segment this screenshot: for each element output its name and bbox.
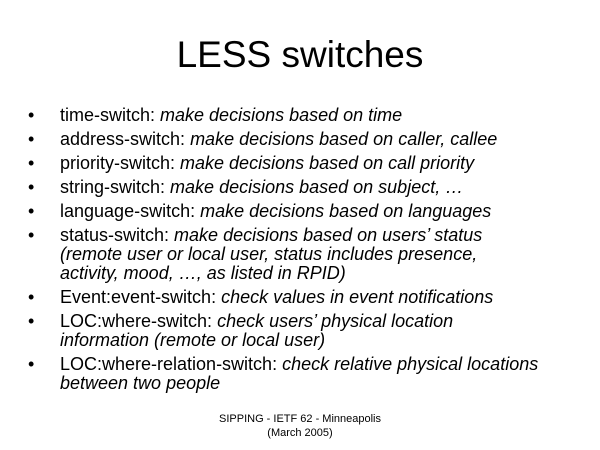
bullet-term: time-switch: <box>60 105 156 125</box>
bullet-description: between two people <box>60 373 221 393</box>
bullet-description: information (remote or local user) <box>60 330 326 350</box>
bullet-icon: • <box>28 105 35 125</box>
bullet-description: check relative physical locations <box>282 354 539 374</box>
bullet-term: LOC:where-switch: <box>60 311 213 331</box>
bullet-item <box>28 312 596 350</box>
bullet-term: LOC:where-relation-switch: <box>60 354 278 374</box>
bullet-description: check users’ physical location <box>217 311 454 331</box>
slide-title: LESS switches <box>176 34 424 75</box>
footer-line-2: (March 2005) <box>267 427 333 439</box>
bullet-icon: • <box>28 354 35 374</box>
bullet-icon: • <box>28 287 35 307</box>
bullet-icon: • <box>28 129 35 149</box>
bullet-icon: • <box>28 177 35 197</box>
bullet-term: Event:event-switch: <box>60 287 217 307</box>
bullet-description: make decisions based on caller, callee <box>190 129 498 149</box>
bullet-term: string-switch: <box>60 177 166 197</box>
bullet-description: make decisions based on users’ status <box>174 225 483 245</box>
bullet-icon: • <box>28 311 35 331</box>
bullet-item <box>28 202 596 221</box>
bullet-item <box>28 154 596 173</box>
bullet-icon: • <box>28 153 35 173</box>
bullet-description: make decisions based on languages <box>200 201 492 221</box>
bullet-item <box>28 130 596 149</box>
bullet-item <box>28 288 596 307</box>
bullet-list <box>28 106 596 398</box>
bullet-item <box>28 226 596 283</box>
bullet-icon: • <box>28 225 35 245</box>
bullet-item <box>28 106 596 125</box>
bullet-description: (remote user or local user, status includes presence, <box>60 244 478 264</box>
bullet-term: language-switch: <box>60 201 196 221</box>
bullet-term: priority-switch: <box>60 153 176 173</box>
bullet-icon: • <box>28 201 35 221</box>
bullet-description: make decisions based on call priority <box>180 153 475 173</box>
bullet-description: make decisions based on subject, … <box>170 177 464 197</box>
bullet-description: make decisions based on time <box>160 105 403 125</box>
bullet-term: status-switch: <box>60 225 170 245</box>
footer-line-1: SIPPING - IETF 62 - Minneapolis <box>219 413 381 425</box>
bullet-description: activity, mood, …, as listed in RPID) <box>60 263 346 283</box>
bullet-item <box>28 178 596 197</box>
bullet-description: check values in event notifications <box>221 287 494 307</box>
bullet-term: address-switch: <box>60 129 186 149</box>
bullet-item <box>28 355 596 393</box>
slide-footer <box>200 412 400 440</box>
